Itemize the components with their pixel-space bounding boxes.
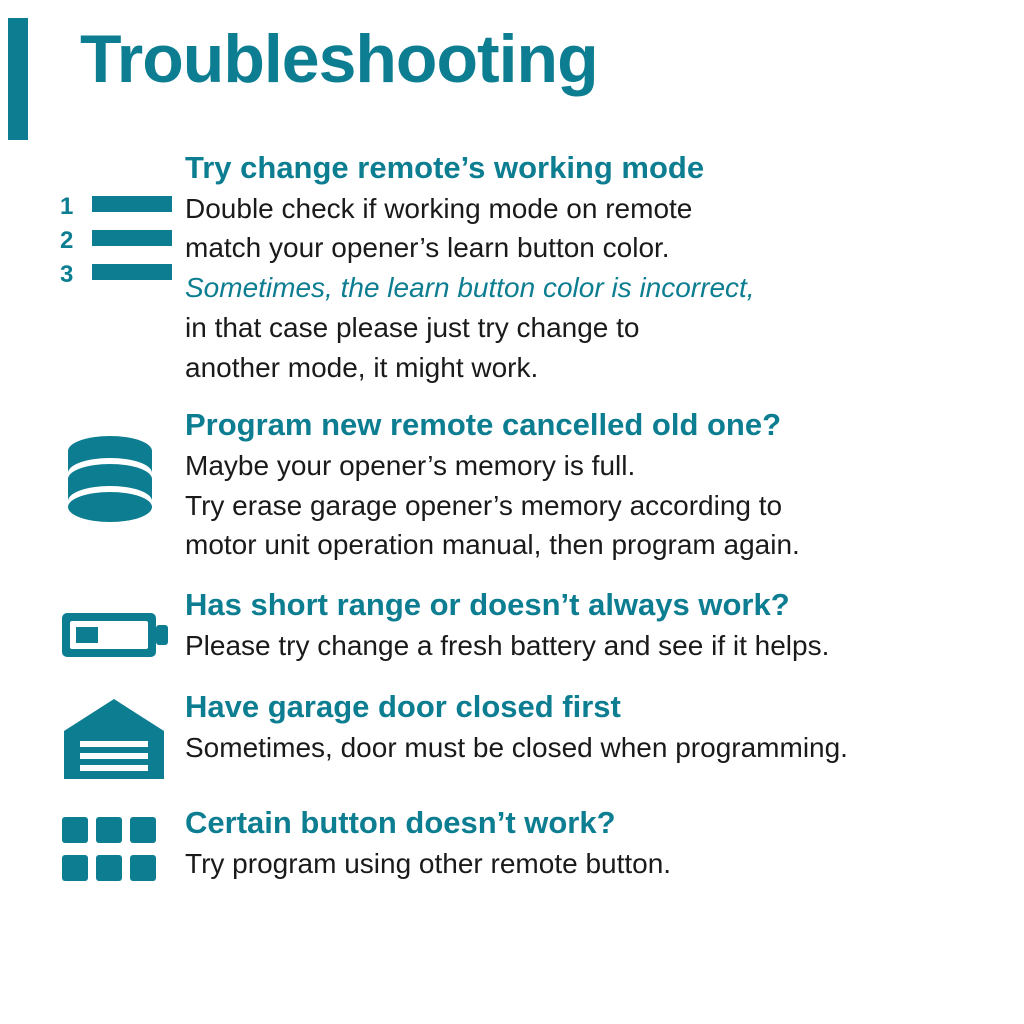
page-header (0, 0, 1024, 140)
list-item-title: Try change remote’s working mode (185, 150, 705, 185)
list-item-body (185, 150, 1024, 387)
svg-text:2: 2 (60, 227, 74, 254)
list-item-body (185, 407, 1024, 565)
svg-text:1: 1 (60, 193, 74, 220)
numbered-list-icon (60, 150, 185, 287)
battery-low-icon (60, 587, 185, 663)
list-item-title: Have garage door closed first (185, 689, 621, 725)
list-item-body (185, 587, 1024, 665)
header-accent-bar (8, 18, 28, 140)
list-item-line: another mode, it might work. (185, 351, 539, 383)
list-item (0, 407, 1024, 565)
garage-door-icon (60, 689, 185, 781)
list-item-line: motor unit operation manual, then program again. (185, 529, 800, 561)
list-item-line: in that case please just try change to (185, 311, 640, 343)
list-item-title: Certain button doesn’t work? (185, 805, 616, 841)
list-item (0, 689, 1024, 781)
list-item-line: Sometimes, door must be closed when programming. (185, 732, 848, 764)
list-item (0, 587, 1024, 665)
list-item-title: Has short range or doesn’t always work? (185, 587, 790, 623)
list-item-line: Maybe your opener’s memory is full. (185, 449, 636, 481)
list-item-line: Try erase garage opener’s memory according to (185, 489, 783, 521)
list-item-body (185, 689, 1024, 767)
troubleshooting-list (0, 150, 1024, 885)
list-item-line: Try program using other remote button. (185, 848, 672, 880)
list-item (0, 805, 1024, 885)
list-item (0, 150, 1024, 387)
list-item-line-emphasis: Sometimes, the learn button color is incorrect, (185, 272, 755, 304)
list-item-line: match your opener’s learn button color. (185, 232, 670, 264)
page-title: Troubleshooting (80, 21, 598, 97)
list-item-title: Program new remote cancelled old one? (185, 407, 782, 443)
list-item-line: Please try change a fresh battery and see if it helps. (185, 629, 830, 661)
list-item-line: Double check if working mode on remote (185, 192, 693, 224)
list-item-body (185, 805, 1024, 883)
keypad-buttons-icon (60, 805, 185, 885)
database-icon (60, 407, 185, 527)
svg-text:3: 3 (60, 261, 74, 287)
